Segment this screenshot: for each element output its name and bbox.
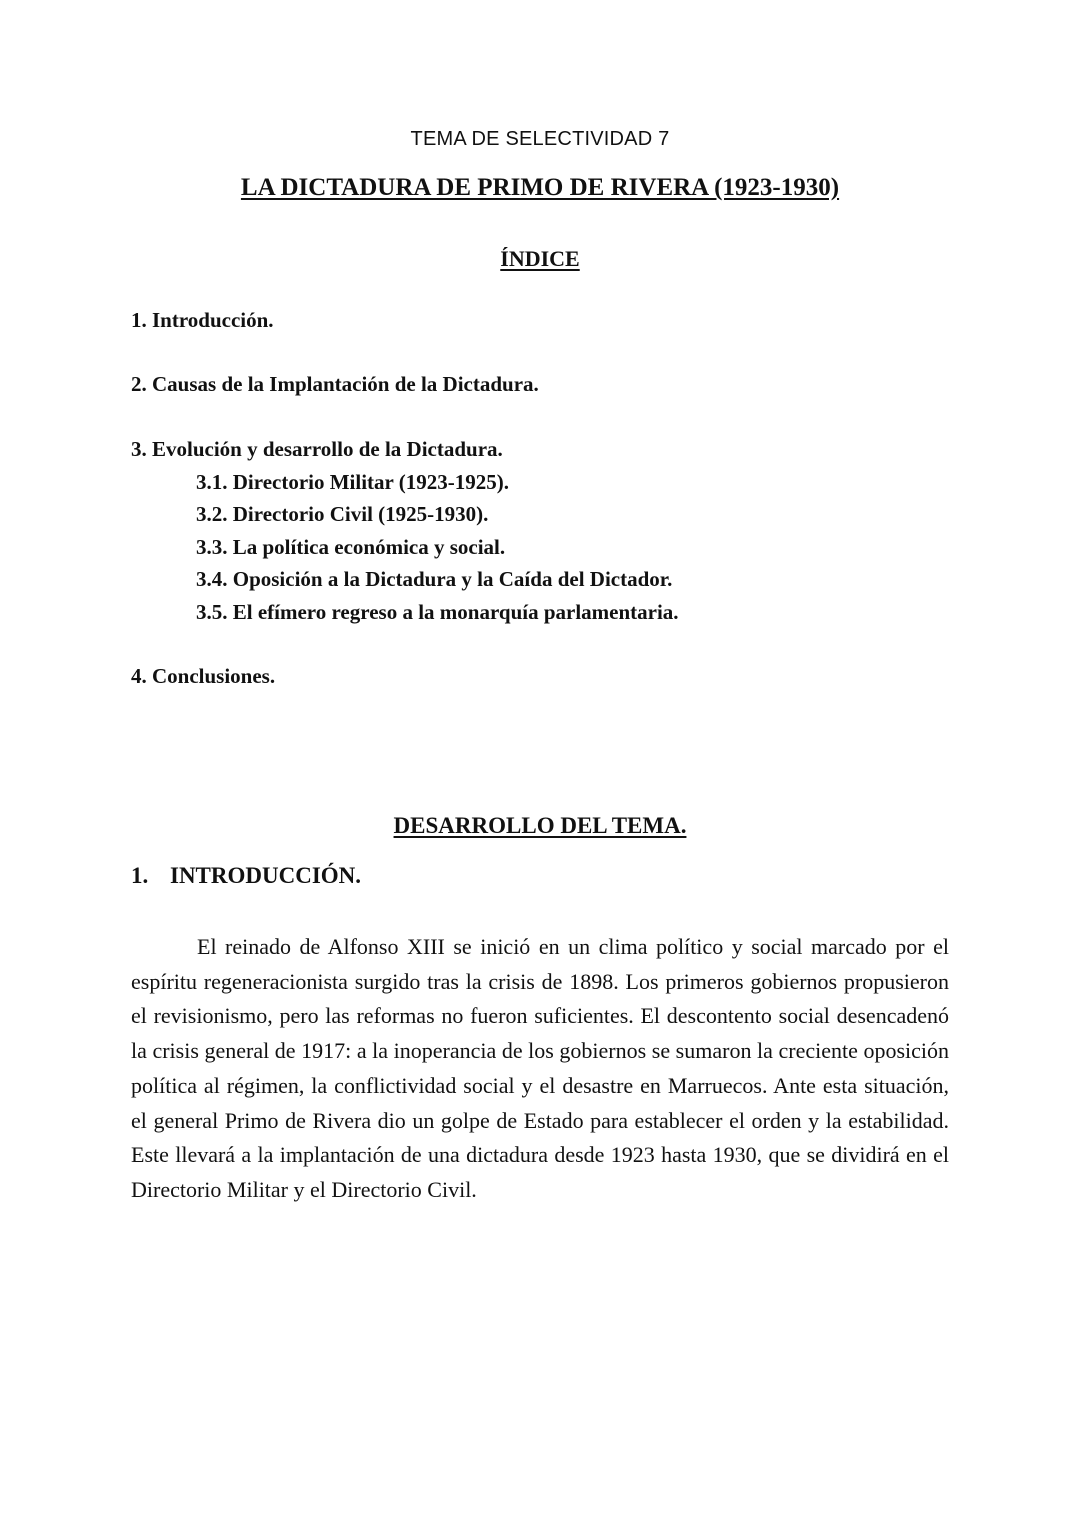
toc-subitem-directorio-civil: 3.2. Directorio Civil (1925-1930). <box>196 502 489 526</box>
subject-label: TEMA DE SELECTIVIDAD 7 <box>410 128 670 150</box>
toc-item-causas: 2. Causas de la Implantación de la Dictadura. <box>131 372 539 396</box>
section-number: 1. <box>131 863 149 888</box>
document-title: LA DICTADURA DE PRIMO DE RIVERA (1923-1930) <box>240 174 840 201</box>
index-title: ÍNDICE <box>500 246 580 271</box>
toc-subitem-oposicion: 3.4. Oposición a la Dictadura y la Caída del Dictador. <box>196 567 673 591</box>
introduction-paragraph: El reinado de Alfonso XIII se inició en un clima político y social marcado por el espíritu regeneracionista surgido tras la crisis de 1898. Los primeros gobiernos propusieron el revisionismo, pero las reformas no fueron suficientes. El descontento social desencadenó la crisis general de 1917: a la inoperancia de los gobiernos se sumaron la creciente oposición política al régimen, la conflictividad social y el desastre en Marruecos. Ante esta situación, el general Primo de Rivera dio un golpe de Estado para establecer el orden y la estabilidad. Este llevará a la implantación de una dictadura desde 1923 hasta 1930, que se dividirá en el Directorio Militar y el Directorio Civil. <box>131 934 949 1202</box>
section-heading-introduccion <box>131 863 361 889</box>
development-title: DESARROLLO DEL TEMA. <box>393 813 687 838</box>
section-heading-text: INTRODUCCIÓN. <box>170 863 362 888</box>
toc-item-introduccion: 1. Introducción. <box>131 308 274 332</box>
toc-subitem-directorio-militar: 3.1. Directorio Militar (1923-1925). <box>196 470 509 494</box>
toc-item-conclusiones: 4. Conclusiones. <box>131 664 276 688</box>
toc-subitem-politica-economica: 3.3. La política económica y social. <box>196 535 506 559</box>
toc-subitem-regreso-monarquia: 3.5. El efímero regreso a la monarquía parlamentaria. <box>196 600 679 624</box>
toc-item-evolucion: 3. Evolución y desarrollo de la Dictadura. <box>131 437 503 461</box>
